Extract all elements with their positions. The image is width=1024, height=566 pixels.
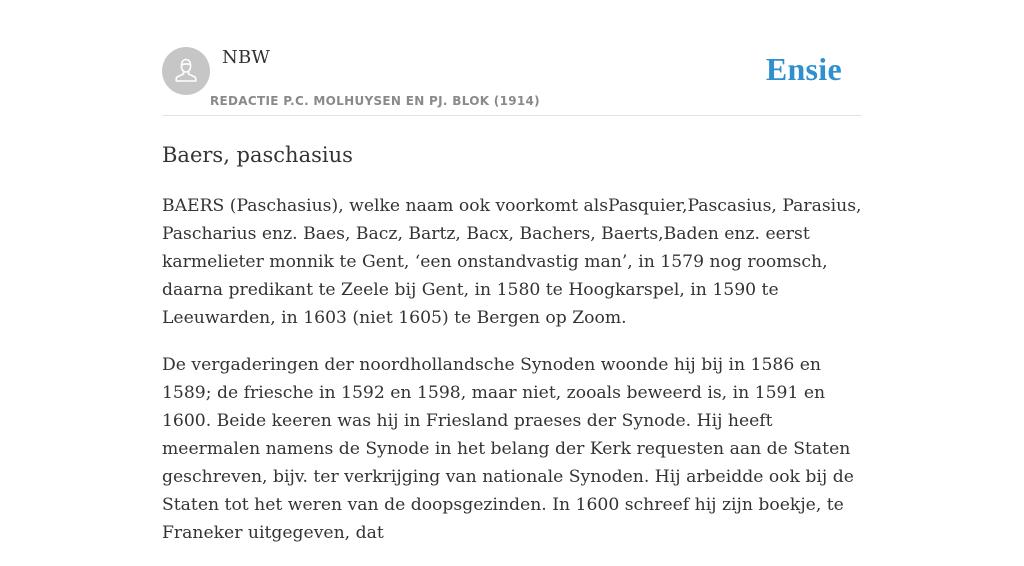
article-body xyxy=(162,192,868,566)
brand-logo[interactable]: Ensie xyxy=(765,51,842,87)
header xyxy=(162,0,862,116)
article-container xyxy=(162,0,862,543)
article-paragraph: BAERS (Paschasius), welke naam ook voorkomt alsPasquier,Pascasius, Parasius, Pascharius enz. Baes, Bacz, Bartz, Bacx, Bachers, Baerts,Baden enz. eerst karmelieter monnik te Gent, ‘een onstandvastig man’, in 1579 nog roomsch, daarna predikant te Zeele bij Gent, in 1580 te Hoogkarspel, in 1590 te Leeuwarden, in 1603 (niet 1605) te Bergen op Zoom. xyxy=(162,196,862,328)
source-subtitle: REDACTIE P.C. MOLHUYSEN EN PJ. BLOK (1914) xyxy=(210,94,540,108)
user-icon xyxy=(162,47,210,95)
avatar[interactable] xyxy=(162,47,210,95)
article-paragraph: De vergaderingen der noordhollandsche Synoden woonde hij bij in 1586 en 1589; de friesche in 1592 en 1598, maar niet, zooals beweerd is, in 1591 en 1600. Beide keeren was hij in Friesland praeses der Synode. Hij heeft meermalen namens de Synode in het belang der Kerk requesten aan de Staten geschreven, bijv. ter verkrijging van nationale Synoden. Hij arbeidde ook bij de Staten tot het weren van de doopsgezinden. In 1600 schreef hij zijn boekje, te Franeker uitgegeven, dat xyxy=(162,355,854,543)
author-name[interactable]: NBW xyxy=(222,47,271,68)
article-title: Baers, paschasius xyxy=(162,143,353,167)
